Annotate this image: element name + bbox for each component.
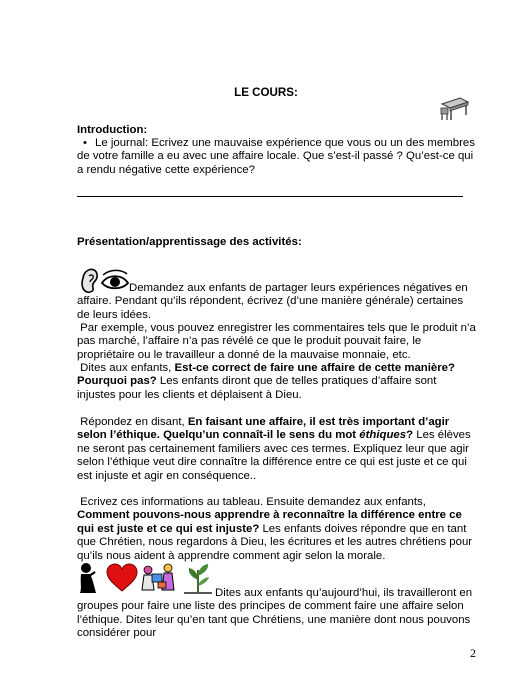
paragraph-question: En faisant une affaire, il est très important d’agir selon l’éthique. Quelqu’un connaît-il le sens du mot éthiques? — [77, 416, 450, 442]
paragraph-text: Les enfants diront que de telles pratiques d’affaire sont injustes pour les clients et déplaisent à Dieu. — [77, 375, 437, 401]
bullet-dot: • — [83, 137, 87, 149]
paragraph-text: Dites aux enfants qu’aujourd’hui, ils travailleront en groupes pour faire une liste des principes de comment faire une affaire selon l’éthique. Dites leur qu’en tant que Chrétiens, une manière dont nous pouvons considérer pour — [77, 587, 473, 640]
paragraph-text: Ecrivez ces informations au tableau. Ensuite demandez aux enfants, — [80, 496, 426, 508]
intro-bullet — [77, 137, 477, 177]
desk-icon — [438, 92, 470, 122]
intro-heading: Introduction: — [77, 124, 148, 136]
paragraph-text: Demandez aux enfants de partager leurs expériences négatives en affaire. Pendant qu’ils répondent, écrivez (d’une manière générale) certaines de leurs idées. — [77, 282, 468, 321]
paragraph-text: Les élèves ne seront pas certainement familiers avec ces termes. Expliquez leur que agir selon l’éthique veut dire connaître la différence entre ce qui est juste et ce qui est injuste et agir en conséquence.. — [77, 429, 471, 482]
paragraph-group-work — [77, 587, 477, 641]
paragraph-text: Répondez en disant, — [80, 416, 188, 428]
paragraph-share-experiences — [77, 282, 477, 322]
paragraph-text: Les enfants doives répondre que en tant que Chrétien, nous regardons à Dieu, les écritures et les autres chrétiens pour qu’ils nous aident à apprendre comment agir selon la morale. — [77, 522, 473, 562]
paragraph-learn-difference — [77, 496, 477, 563]
paragraph-text: Dites aux enfants, — [80, 362, 175, 374]
paragraph-ethics — [77, 416, 477, 483]
paragraph-question: Est-ce correct de faire une affaire de cette manière? Pourquoi pas? — [77, 362, 455, 388]
paragraph-question-correct — [77, 362, 477, 402]
ethics-term: éthiques — [359, 429, 407, 442]
presentation-heading: Présentation/apprentissage des activités: — [77, 236, 302, 248]
intro-bullet-text: Le journal: Ecrivez une mauvaise expérience que vous ou un des membres de votre famille a eu avec une affaire locale. Que s’est-il passé ? Qu’est-ce qui a rendu négative cette expérience? — [77, 137, 475, 176]
paragraph-text: Par exemple, vous pouvez enregistrer les commentaires tels que le produit n’a pas marché, l’affaire n’a pas révélé ce que le produit pouvait faire, le propriétaire ou le travailleur a donné de la mauvaise monnaie, etc. — [77, 322, 476, 361]
lesson-title: LE COURS: — [234, 86, 298, 99]
paragraph-question: Comment pouvons-nous apprendre à reconnaître la différence entre ce qui est juste et ce qui est injuste? — [77, 509, 462, 535]
page-number: 2 — [470, 646, 476, 660]
writing-line — [77, 196, 463, 197]
paragraph-examples — [77, 322, 477, 362]
